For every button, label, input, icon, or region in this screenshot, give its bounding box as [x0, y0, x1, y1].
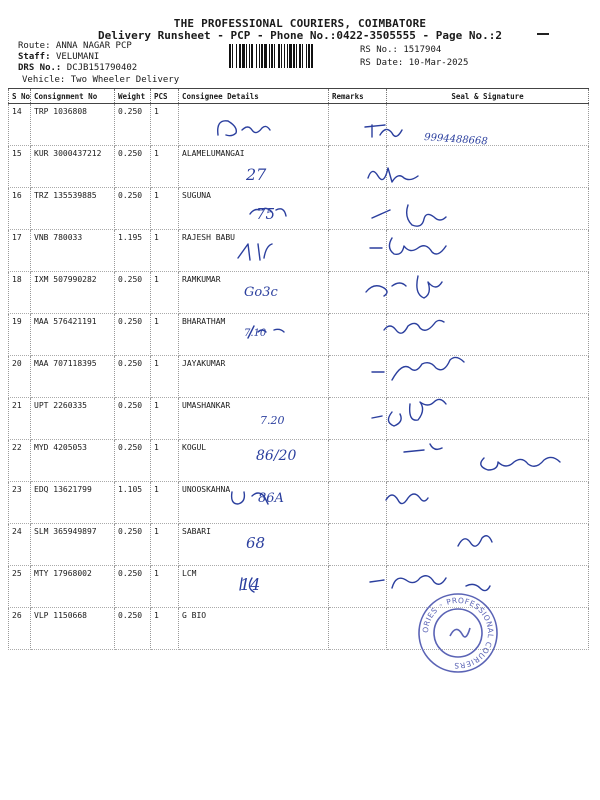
- cell-sno: 22: [9, 440, 31, 482]
- handwritten-note-8: 86A: [258, 491, 284, 506]
- barcode-bar: [296, 44, 297, 68]
- cell-consignee: BHARATHAM: [179, 314, 329, 356]
- staff-line: [18, 52, 99, 62]
- barcode-bar: [264, 44, 267, 68]
- cell-remarks: [329, 188, 387, 230]
- cell-seal-signature: [387, 272, 589, 314]
- cell-consignment: MAA 576421191: [31, 314, 115, 356]
- drs-value: DCJB151790402: [66, 63, 138, 73]
- cell-weight: 0.250: [115, 566, 151, 608]
- cell-remarks: [329, 608, 387, 650]
- cell-pcs: 1: [151, 398, 179, 440]
- seal-text: ORIES ◦ PROFESSIONAL COURIERS: [420, 595, 496, 671]
- cell-consignment: UPT 2260335: [31, 398, 115, 440]
- cell-seal-signature: [387, 398, 589, 440]
- drs-label: DRS No.:: [18, 63, 62, 73]
- cell-consignee: [179, 104, 329, 146]
- barcode-bar: [246, 44, 247, 68]
- handwritten-note-1: 27: [246, 165, 267, 184]
- cell-weight: 1.195: [115, 230, 151, 272]
- barcode-bar: [311, 44, 313, 68]
- staff-label: Staff:: [18, 52, 51, 62]
- table-row: [9, 230, 589, 272]
- cell-seal-signature: [387, 440, 589, 482]
- cell-sno: 24: [9, 524, 31, 566]
- cell-pcs: 1: [151, 146, 179, 188]
- barcode-bar: [289, 44, 292, 68]
- cell-consignment: VNB 780033: [31, 230, 115, 272]
- barcode-bar: [232, 44, 233, 68]
- handwritten-phone: 9994488668: [423, 132, 489, 148]
- cell-consignee: SUGUNA: [179, 188, 329, 230]
- cell-pcs: 1: [151, 482, 179, 524]
- cell-consignment: IXM 507990282: [31, 272, 115, 314]
- cell-pcs: 1: [151, 440, 179, 482]
- cell-remarks: [329, 482, 387, 524]
- svg-text:ORIES ◦ PROFESSIONAL COURIERS: [421, 596, 495, 670]
- route-line: Route: ANNA NAGAR PCP: [18, 41, 132, 51]
- rs-number: RS No.: 1517904: [360, 45, 442, 55]
- barcode-bar: [271, 44, 273, 68]
- barcode-bar: [251, 44, 253, 68]
- col-consignee: Consignee Details: [179, 89, 329, 104]
- cell-consignee: SABARI: [179, 524, 329, 566]
- cell-seal-signature: [387, 104, 589, 146]
- barcode-bar: [281, 44, 282, 68]
- barcode-bar: [249, 44, 250, 68]
- mark-dash: [537, 33, 549, 35]
- cell-consignment: MAA 707118395: [31, 356, 115, 398]
- cell-remarks: [329, 272, 387, 314]
- cell-pcs: 1: [151, 524, 179, 566]
- col-consignment: Consignment No: [31, 89, 115, 104]
- barcode-bar: [308, 44, 310, 68]
- cell-consignee: RAMKUMAR: [179, 272, 329, 314]
- table-row: [9, 314, 589, 356]
- table-row: [9, 398, 589, 440]
- table-row: [9, 104, 589, 146]
- vehicle-line: Vehicle: Two Wheeler Delivery: [22, 75, 180, 85]
- barcode-bar: [239, 44, 241, 68]
- cell-seal-signature: [387, 356, 589, 398]
- cell-sno: 20: [9, 356, 31, 398]
- cell-weight: 0.250: [115, 398, 151, 440]
- cell-sno: 23: [9, 482, 31, 524]
- cell-remarks: [329, 146, 387, 188]
- barcode-bar: [306, 44, 307, 68]
- cell-remarks: [329, 440, 387, 482]
- cell-weight: 0.250: [115, 524, 151, 566]
- cell-seal-signature: [387, 230, 589, 272]
- cell-pcs: 1: [151, 104, 179, 146]
- barcode-bar: [299, 44, 301, 68]
- cell-consignment: EDQ 13621799: [31, 482, 115, 524]
- handwritten-note-5: 7.10: [244, 328, 267, 339]
- cell-consignee: ALAMELUMANGAI: [179, 146, 329, 188]
- cell-remarks: [329, 398, 387, 440]
- cell-sno: 18: [9, 272, 31, 314]
- col-seal-signature: Seal & Signature: [387, 89, 589, 104]
- cell-consignment: KUR 3000437212: [31, 146, 115, 188]
- table-row: [9, 440, 589, 482]
- cell-seal-signature: [387, 524, 589, 566]
- barcode-bar: [302, 44, 303, 68]
- handwritten-note-6: 7.20: [260, 414, 285, 427]
- table-row: [9, 566, 589, 608]
- cell-sno: 25: [9, 566, 31, 608]
- barcode-bar: [229, 44, 231, 68]
- table-row: [9, 356, 589, 398]
- cell-weight: 0.250: [115, 440, 151, 482]
- barcode-bar: [236, 44, 237, 68]
- barcode-bar: [293, 44, 295, 68]
- cell-weight: 0.250: [115, 356, 151, 398]
- table-header-row: [9, 89, 589, 104]
- cell-sno: 16: [9, 188, 31, 230]
- cell-consignee: JAYAKUMAR: [179, 356, 329, 398]
- cell-consignment: MTY 17968002: [31, 566, 115, 608]
- barcode-bar: [259, 44, 260, 68]
- cell-pcs: 1: [151, 272, 179, 314]
- col-remarks: Remarks: [329, 89, 387, 104]
- cell-remarks: [329, 230, 387, 272]
- cell-consignment: VLP 1150668: [31, 608, 115, 650]
- cell-sno: 21: [9, 398, 31, 440]
- handwritten-note-4: Go3c: [244, 285, 278, 300]
- cell-pcs: 1: [151, 608, 179, 650]
- barcode-bar: [261, 44, 263, 68]
- cell-consignee: UMASHANKAR: [179, 398, 329, 440]
- barcode-bar: [242, 44, 245, 68]
- cell-seal-signature: [387, 314, 589, 356]
- cell-sno: 19: [9, 314, 31, 356]
- cell-pcs: 1: [151, 356, 179, 398]
- table-row: [9, 146, 589, 188]
- barcode-bar: [287, 44, 288, 68]
- handwritten-note-2: 75: [256, 205, 276, 223]
- runsheet-subtitle: Delivery Runsheet - PCP - Phone No.:0422-3505555 - Page No.:2: [98, 29, 502, 42]
- cell-consignee: KOGUL: [179, 440, 329, 482]
- staff-value: VELUMANI: [55, 52, 100, 62]
- cell-weight: 0.250: [115, 608, 151, 650]
- cell-sno: 26: [9, 608, 31, 650]
- cell-weight: 0.250: [115, 104, 151, 146]
- cell-seal-signature: [387, 188, 589, 230]
- cell-weight: 1.105: [115, 482, 151, 524]
- barcode-bar: [274, 44, 275, 68]
- cell-consignee: RAJESH BABU: [179, 230, 329, 272]
- company-title: THE PROFESSIONAL COURIERS, COIMBATORE: [173, 17, 427, 30]
- cell-weight: 0.250: [115, 146, 151, 188]
- col-weight: Weight: [115, 89, 151, 104]
- table-row: [9, 272, 589, 314]
- handwritten-note-9: 68: [246, 534, 266, 552]
- cell-consignee: G BIO: [179, 608, 329, 650]
- col-pcs: PCS: [151, 89, 179, 104]
- cell-remarks: [329, 566, 387, 608]
- cell-consignment: MYD 4205053: [31, 440, 115, 482]
- cell-remarks: [329, 524, 387, 566]
- cell-sno: 15: [9, 146, 31, 188]
- handwritten-note-7: 86/20: [256, 448, 297, 464]
- cell-consignment: SLM 365949897: [31, 524, 115, 566]
- cell-consignment: TRP 1036808: [31, 104, 115, 146]
- cell-pcs: 1: [151, 230, 179, 272]
- cell-pcs: 1: [151, 314, 179, 356]
- barcode-bar: [278, 44, 280, 68]
- table-row: [9, 482, 589, 524]
- drs-line: [18, 63, 137, 73]
- cell-weight: 0.250: [115, 314, 151, 356]
- rs-date: RS Date: 10-Mar-2025: [360, 58, 469, 68]
- cell-weight: 0.250: [115, 272, 151, 314]
- cell-seal-signature: [387, 482, 589, 524]
- barcode-bar: [256, 44, 257, 68]
- barcode: [228, 44, 356, 68]
- cell-consignee: UNOOSKAHNA: [179, 482, 329, 524]
- barcode-bar: [284, 44, 285, 68]
- table-row: [9, 524, 589, 566]
- barcode-bar: [269, 44, 270, 68]
- col-sno: S No: [9, 89, 31, 104]
- cell-pcs: 1: [151, 188, 179, 230]
- cell-consignee: LCM: [179, 566, 329, 608]
- table-row: [9, 188, 589, 230]
- cell-sno: 17: [9, 230, 31, 272]
- cell-weight: 0.250: [115, 188, 151, 230]
- runsheet-table: [8, 88, 589, 650]
- cell-consignment: TRZ 135539885: [31, 188, 115, 230]
- cell-seal-signature: [387, 146, 589, 188]
- handwritten-note-10: 14: [240, 575, 261, 594]
- company-seal: [417, 592, 499, 674]
- table-row: [9, 608, 589, 650]
- cell-sno: 14: [9, 104, 31, 146]
- cell-remarks: [329, 314, 387, 356]
- cell-remarks: [329, 356, 387, 398]
- cell-pcs: 1: [151, 566, 179, 608]
- cell-remarks: [329, 104, 387, 146]
